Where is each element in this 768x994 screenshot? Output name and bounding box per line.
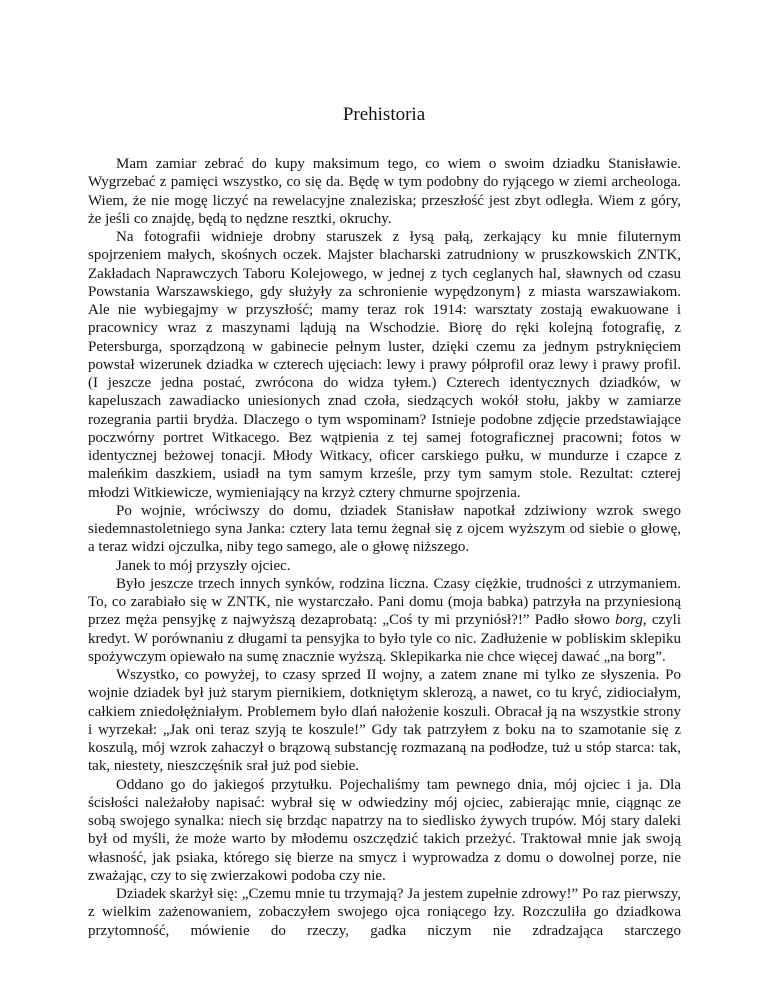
paragraph: Dziadek skarżył się: „Czemu mnie tu trzymają? Ja jestem zupełnie zdrowy!” Po raz pierwszy, z wielkim zażenowaniem, zobaczyłem swojego ojca roniącego łzy. Rozczuliła go dziadkowa przytomność, mówienie do rzeczy, gadka niczym nie zdradzająca starczego: [88, 886, 681, 939]
paragraph: Mam zamiar zebrać do kupy maksimum tego, co wiem o swoim dziadku Stanisławie. Wygrzebać z pamięci wszystko, co się da. Będę w tym podobny do ryjącego w ziemi archeologa. Wiem, że nie mogę liczyć na rewelacyjne znaleziska; przeszłość jest zbyt odległa. Wiem z góry, że jeśli co znajdę, będą to nędzne resztki, okruchy.: [88, 156, 681, 227]
paragraph: Po wojnie, wróciwszy do domu, dziadek Stanisław napotkał zdziwiony wzrok swego siedemnastoletniego syna Janka: cztery lata temu żegnał się z ojcem wyższym od siebie o głowę, a teraz widzi ojczulka, niby tego samego, ale o głowę niższego.: [88, 502, 681, 556]
paragraph: Było jeszcze trzech innych synków, rodzina liczna. Czasy ciężkie, trudności z utrzymaniem. To, co zarabiało się w ZNTK, nie wystarczało. Pani domu (moja babka) patrzyła na przyniesioną przez męża pensyjkę z najwyższą dezaprobatą: „Coś ty mi przyniósł?!” Padło słowo borg, czyli kredyt. W porównaniu z długami ta pensyjka to było tyle co nic. Zadłużenie w pobliskim sklepiku spożywczym opiewało na sumę znacznie wyższą. Sklepikarka nie chce więcej dawać „na borg”.: [88, 575, 681, 665]
paragraph: Na fotografii widnieje drobny staruszek z łysą pałą, zerkający ku mnie filuternym spojrzeniem małych, skośnych oczek. Majster blacharski zatrudniony w pruszkowskich ZNTK, Zakładach Naprawczych Taboru Kolejowego, w jednej z tych ceglanych hal, sławnych od czasu Powstania Warszawskiego, gdy służyły za schronienie wypędzonym} z miasta warszawiakom. Ale nie wybiegajmy w przyszłość; mamy teraz rok 1914: warsztaty zostają ewakuowane i pracownicy wraz z maszynami lądują na Wschodzie. Biorę do ręki kolejną fotografię, z Petersburga, sporządzoną w gabinecie pełnym luster, dzięki czemu za jednym pstryknięciem powstał wizerunek dziadka w czterech ujęciach: lewy i prawy półprofil oraz lewy i prawy profil. (I jeszcze jedna postać, zwrócona do widza tyłem.) Czterech identycznych dziadków, w kapeluszach zawadiacko uniesionych znad czoła, siedzących wokół stołu, jakby w zamiarze rozegrania partii brydża. Dlaczego o tym wspominam? Istnieje podobne zdjęcie przedstawiające poczwórny portret Witkacego. Bez wątpienia z tej samej fotograficznej pracowni; fotos w identycznej beżowej tonacji. Młody Witkacy, oficer carskiego pułku, w mundurze i czapce z maleńkim daszkiem, usiadł na tym samym krześle, przy tym samym stole. Rezultat: czterej młodzi Witkiewicze, wymieniający na krzyż cztery chmurne spojrzenia.: [88, 229, 681, 501]
page-title: Prehistoria: [342, 104, 426, 125]
body-text: [88, 155, 681, 940]
paragraph: Wszystko, co powyżej, to czasy sprzed II wojny, a zatem znane mi tylko ze słyszenia. Po wojnie dziadek był już starym piernikiem, dotkniętym sklerozą, a nawet, co tu kryć, zidiociałym, całkiem zniedołężniałym. Problemem było dlań nałożenie koszuli. Obracał ją na wszystkie strony i wyrzekał: „Jak oni teraz szyją te koszule!” Gdy tak patrzyłem z boku na to szamotanie się z koszulą, mój wzrok zahaczył o brązową substancję rozmazaną na podłodze, tuż u stóp starca: tak, tak, niestety, nieszczęśnik srał już pod siebie.: [88, 667, 681, 775]
emphasis-borg: borg: [615, 612, 643, 629]
paragraph: Oddano go do jakiegoś przytułku. Pojechaliśmy tam pewnego dnia, mój ojciec i ja. Dla ścisłości należałoby napisać: wybrał się w odwiedziny mój ojciec, zabierając mnie, ciągnąc ze sobą swojego synalka: niech się brzdąc napatrzy na to siedlisko żywych trupów. Mój stary daleki był od myśli, że może warto by młodemu oszczędzić takich przeżyć. Traktował mnie jak swoją własność, jak psiaka, którego się bierze na smycz i wyprowadza z domu o dowolnej porze, nie zważając, czy to się zwierzakowi podoba czy nie.: [88, 776, 681, 884]
paragraph: Janek to mój przyszły ojciec.: [116, 557, 291, 574]
